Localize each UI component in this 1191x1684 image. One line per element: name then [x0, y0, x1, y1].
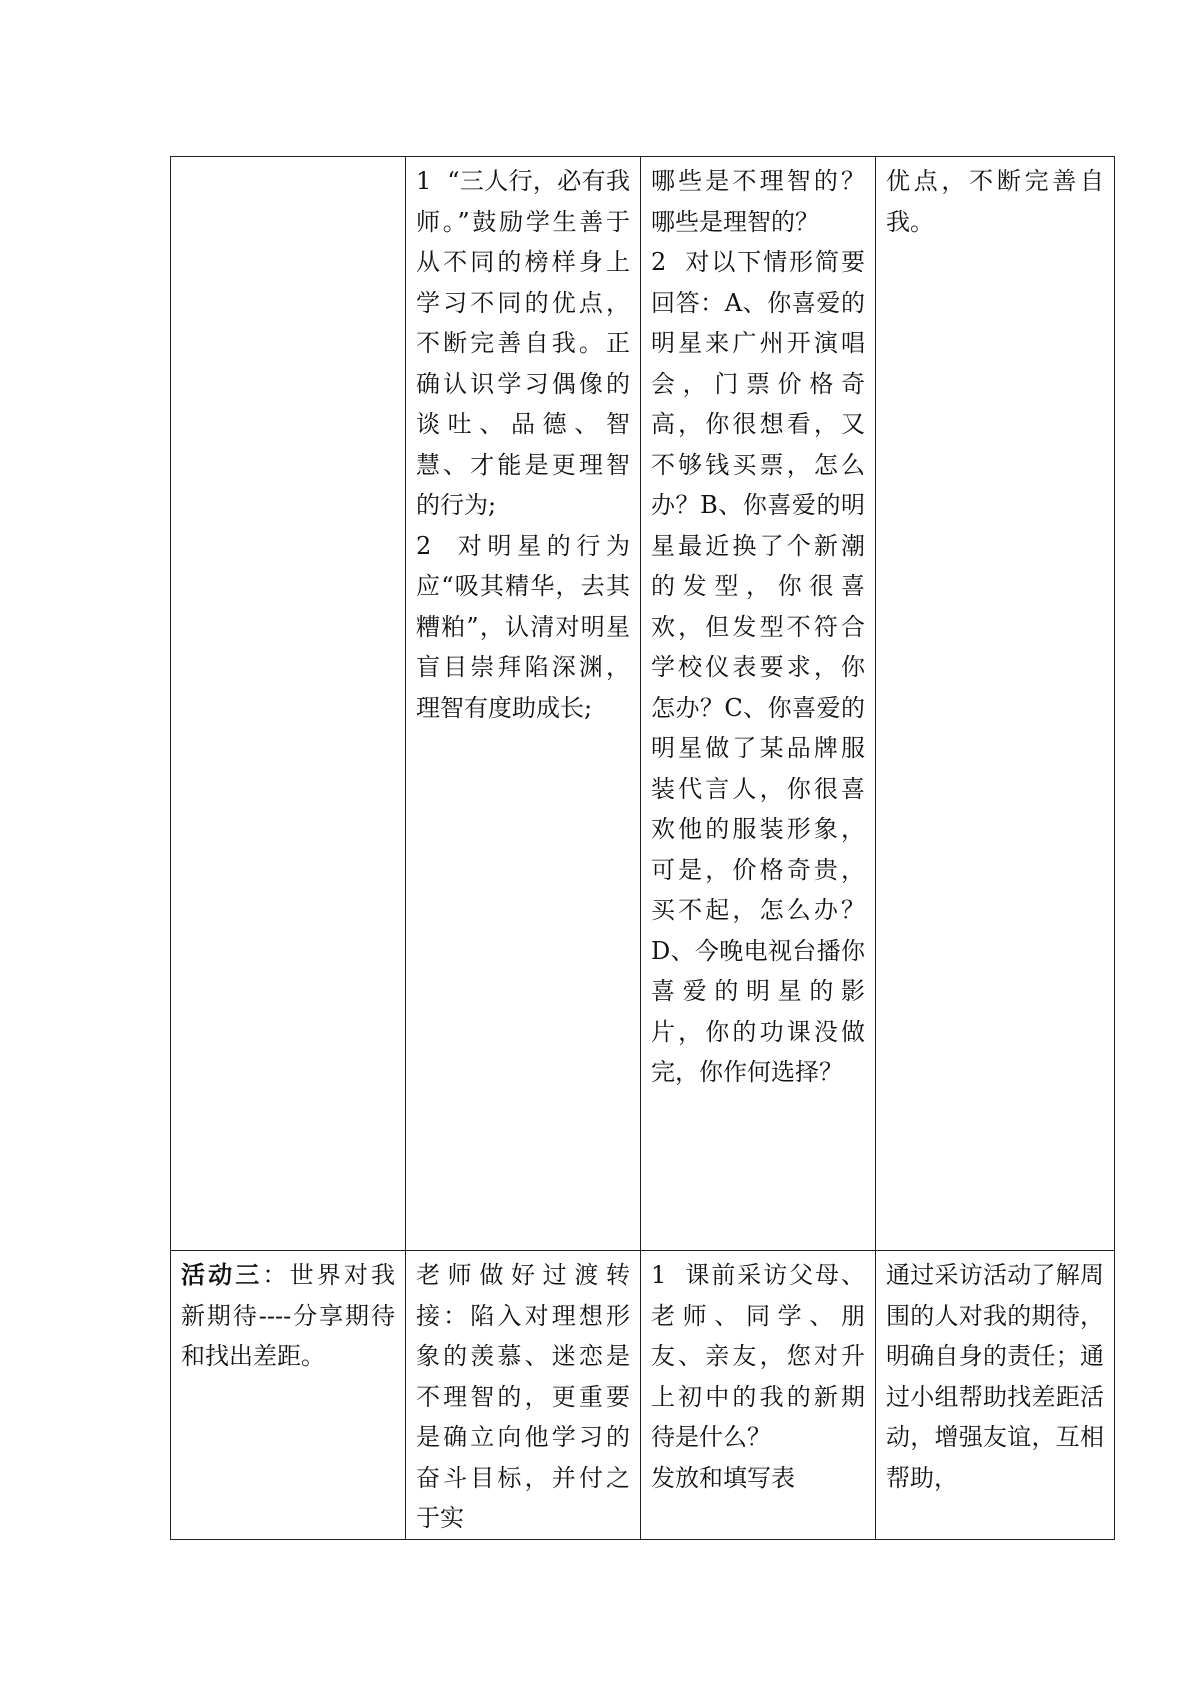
teacher-activity-cell: 1 “三人行，必有我师。”鼓励学生善于从不同的榜样身上学习不同的优点，不断完善自我。正确认识学习偶像的谈吐、品德、智慧、才能是更理智的行为; 2 对明星的行为应“吸其精华，去其糟粕”，认清对明星盲目崇拜陷深渊，理智有度助成长;: [406, 157, 641, 1251]
student-activity-cell: 哪些是不理智的？哪些是理智的？ 2 对以下情形简要回答：A、你喜爱的明星来广州开演唱会，门票价格奇高，你很想看，又不够钱买票，怎么办？B、你喜爱的明星最近换了个新潮的发型，你很喜欢，但发型不符合学校仪表要求，你怎办？C、你喜爱的明星做了某品牌服装代言人，你很喜欢他的服装形象，可是，价格奇贵，买不起，怎么办？D、今晚电视台播你喜爱的明星的影片，你的功课没做完，你作何选择？: [641, 157, 876, 1251]
activity-cell: [171, 1251, 406, 1540]
teacher-activity-cell: 老师做好过渡转接：陷入对理想形象的羡慕、迷恋是不理智的，更重要是确立向他学习的奋斗目标，并付之于实: [406, 1251, 641, 1540]
table-row: [171, 157, 1115, 1251]
table-row: [171, 1251, 1115, 1540]
activity-cell: [171, 157, 406, 1251]
activity-description: ：世界对我新期待----分享期待和找出差距。: [181, 1261, 396, 1370]
design-intent-cell: 优点，不断完善自我。: [876, 157, 1115, 1251]
student-activity-cell: 1 课前采访父母、老师、同学、朋友、亲友，您对升上初中的我的新期待是什么？ 发放和填写表: [641, 1251, 876, 1540]
design-intent-cell: 通过采访活动了解周围的人对我的期待，明确自身的责任；通过小组帮助找差距活动，增强友谊，互相帮助，: [876, 1251, 1115, 1540]
lesson-plan-table: [170, 156, 1115, 1540]
activity-title: 活动三: [181, 1260, 263, 1289]
